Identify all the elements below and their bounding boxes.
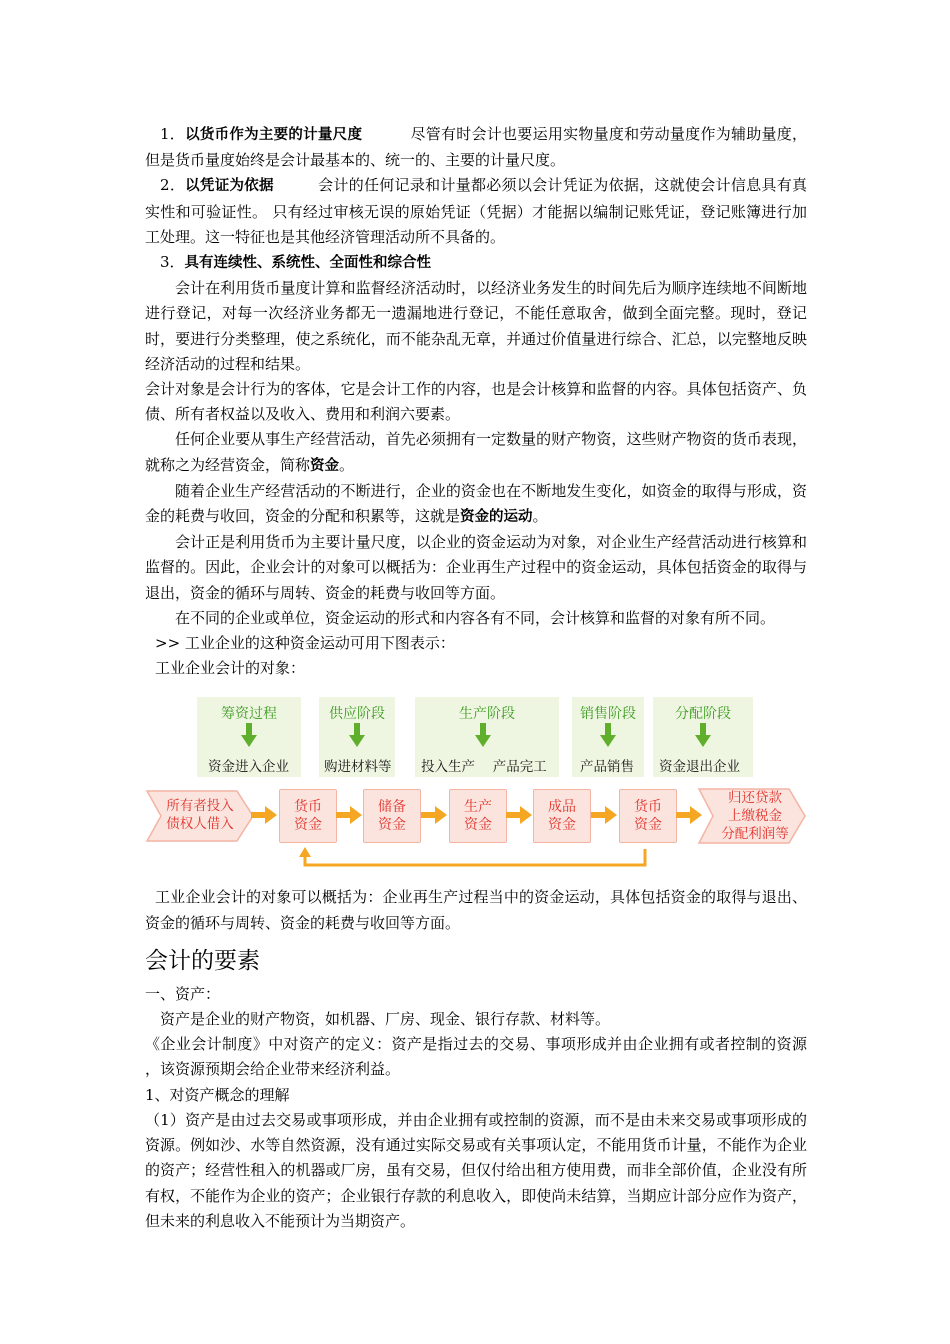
assets-definition: 《企业会计制度》中对资产的定义：资产是指过去的交易、事项形成并由企业拥有或者控制的资源 ，该资源预期会给企业带来经济利益。 [145,1035,807,1079]
feature-3-heading [145,250,807,276]
stage-sales-label: 产品销售 [580,759,634,776]
right-arrow-icon [251,806,277,824]
feature-1-number: 1． [160,125,186,143]
left-source-label: 所有者投入 债权人借入 [166,798,234,833]
document-page [145,122,807,1234]
capital-text-end: 。 [339,455,355,474]
right-arrow-icon [591,806,617,824]
loop-return-line [305,849,645,865]
right-exit-label: 归还贷款 上缴税金 分配利润等 [721,790,789,843]
feature-3-number: 3． [160,253,185,272]
capital-movement-text-end: 。 [532,507,548,526]
enterprise-object-paragraph: 会计正是利用货币为主要计量尺度，以企业的资金运动为对象，对企业生产经营活动进行核算和监督的。因此，企业会计的对象可以概括为：企业再生产过程中的资金运动，具体包括资金的取得与退出，资金的循环与周转、资金的耗费与收回等方面。 [145,533,807,602]
right-arrow-icon [421,806,447,824]
section-heading-elements: 会计的要素 [145,947,260,974]
stage-financing [197,697,301,777]
stage-financing-title: 筹资过程 [221,706,277,723]
feature-1-paragraph [145,122,807,173]
capital-movement-diagram [145,697,807,877]
stage-supply-label: 购进材料等 [324,759,392,776]
feature-3-title: 具有连续性、系统性、全面性和综合性 [184,255,432,272]
feature-1-text: 尽管有时会计也要运用实物量度和劳动量度作为辅助量度，但是货币量度始终是会计最基本的、统一的、主要的计量尺度。 [145,125,808,170]
fund-box-currency-2: 货币 资金 [619,789,677,843]
capital-movement-bold-term: 资金的运动 [460,509,533,526]
capital-movement-paragraph [145,479,807,530]
feature-1-title: 以货币作为主要的计量尺度 [185,127,363,143]
assets-understanding-item-1: （1）资产是由过去交易或事项形成，并由企业拥有或控制的资源，而不是由未来交易或事项形成的资源。例如沙、水等自然资源，没有通过实际交易或有关事项认定，不能用货币计量，不能作为企业的资产；经营性租入的机器或厂房，虽有交易，但仅付给出租方使用费，而非全部价值，企业没有所有权，不能作为企业的资产；企业银行存款的利息收入，即使尚未结算，当期应计部分应作为资产，但未来的利息收入不能预计为当期资产。 [145,1110,807,1230]
stage-supply [319,697,395,777]
right-arrow-icon [336,806,362,824]
stage-production [415,697,559,777]
stage-distribution-label: 资金退出企业 [659,759,740,776]
right-arrow-icon [506,806,532,824]
stage-distribution [653,697,753,777]
fund-box-finished: 成品 资金 [533,789,591,843]
assets-description: 资产是企业的财产物资，如机器、厂房、现金、银行存款、材料等。 [160,1010,611,1029]
diagram-summary: 工业企业会计的对象可以概括为：企业再生产过程当中的资金运动，具体包括资金的取得与退出、资金的循环与周转、资金的耗费与收回等方面。 [145,888,807,932]
loop-arrowhead [299,847,311,857]
fund-box-production: 生产 资金 [449,789,507,843]
capital-bold-term: 资金 [310,457,340,474]
stage-production-title: 生产阶段 [459,706,515,723]
stage-sales [572,697,644,777]
fund-box-currency-1: 货币 资金 [279,789,337,843]
stage-financing-label: 资金进入企业 [208,759,289,776]
capital-movement-text: 随着企业生产经营活动的不断进行，企业的资金也在不断地发生变化，如资金的取得与形成，资金的耗费与收回，资金的分配和积累等，这就是 [145,481,807,526]
stage-distribution-title: 分配阶段 [675,706,731,723]
different-units-paragraph: 在不同的企业或单位，资金运动的形式和内容各有不同，会计核算和监督的对象有所不同。 [175,608,776,627]
diagram-caption: 工业企业会计的对象： [155,659,306,678]
assets-understanding-heading: 1、对资产概念的理解 [145,1085,290,1104]
stage-sales-title: 销售阶段 [580,706,636,723]
right-arrow-icon [676,806,702,824]
feature-2-title: 以凭证为依据 [185,178,274,195]
capital-text: 任何企业要从事生产经营活动，首先必须拥有一定数量的财产物资，这些财产物资的货币表现，就称之为经营资金，简称 [145,430,807,474]
feature-2-text: 会计的任何记录和计量都必须以会计凭证为依据，这就使会计信息具有真实性和可验证性。 只有经过审核无误的原始凭证（凭据）才能据以编制记账凭证，登记账簿进行加工处理。这一特征也是其他经济管理活动所不具备的。 [145,176,807,246]
fund-box-reserve: 储备 资金 [363,789,421,843]
feature-2-number: 2． [160,176,186,195]
stage-production-label: 投入生产 产品完工 [421,759,547,776]
diagram-intro: >> 工业企业的这种资金运动可用下图表示： [155,634,455,653]
capital-paragraph [145,427,807,478]
feature-2-paragraph [145,173,807,250]
feature-3-text: 会计在利用货币量度计算和监督经济活动时，以经济业务发生的时间先后为顺序连续地不间断地进行登记，对每一次经济业务都无一遗漏地进行登记，不能任意取舍，做到全面完整。现时，登记时，要进行分类整理，使之系统化，而不能杂乱无章，并通过价值量进行综合、汇总，以完整地反映经济活动的过程和结果。 [145,279,807,373]
assets-heading: 一、资产： [145,984,221,1003]
stage-supply-title: 供应阶段 [329,706,385,723]
accounting-object-paragraph: 会计对象是会计行为的客体，它是会计工作的内容，也是会计核算和监督的内容。具体包括资产、负债、所有者权益以及收入、费用和利润六要素。 [145,380,807,424]
